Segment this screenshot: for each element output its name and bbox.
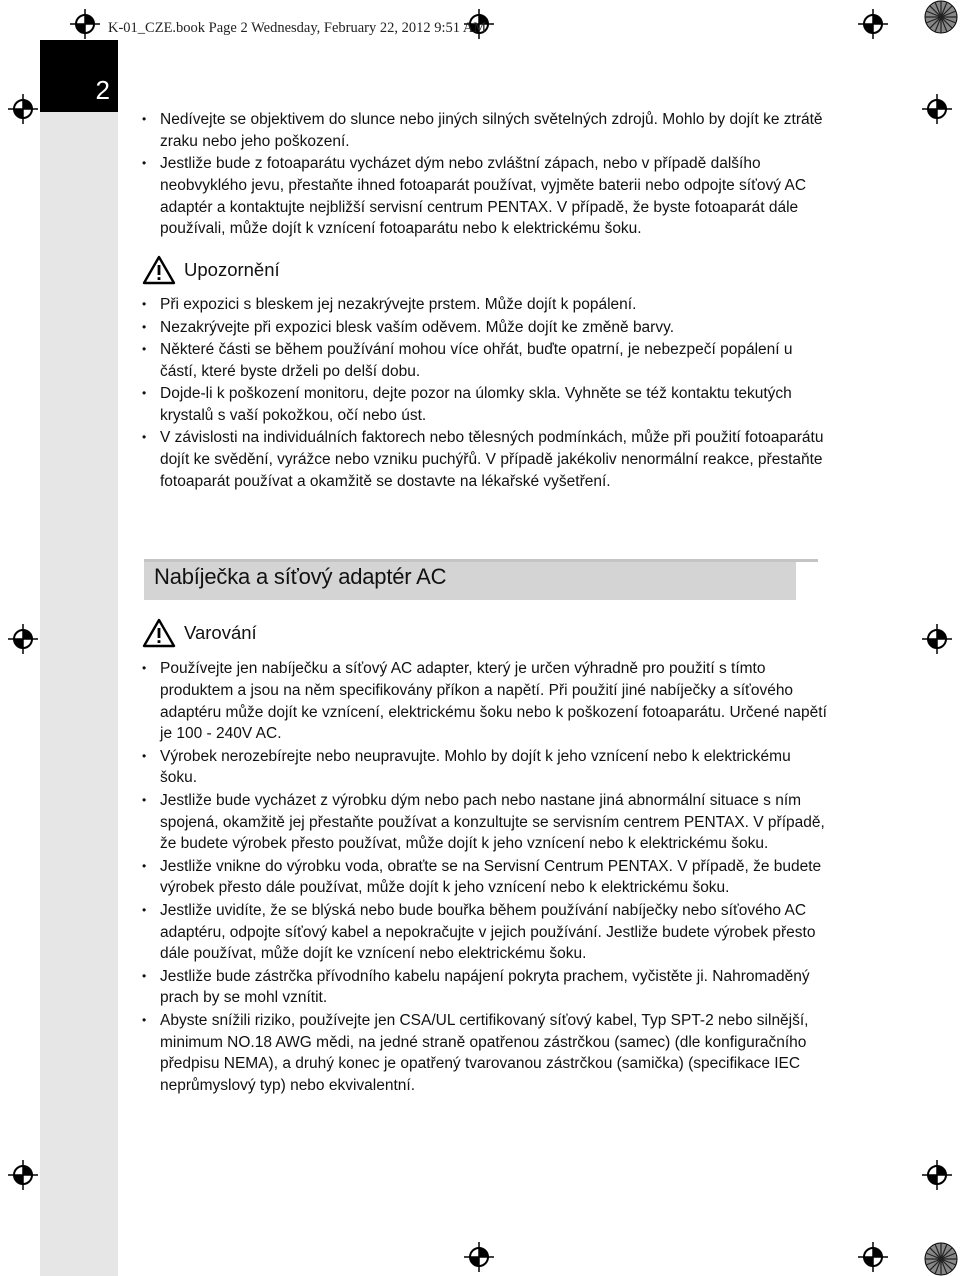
upper-content [142, 109, 832, 493]
caution-heading [142, 255, 832, 285]
list-item: • Nezakrývejte při expozici blesk vaším oděvem. Může dojít ke změně barvy. [142, 317, 832, 339]
warning-triangle-icon [142, 255, 176, 285]
list-item: • Jestliže bude vycházet z výrobku dým nebo pach nebo nastane jiná abnormální situace s ním spojená, okamžitě jej přestaňte používat a konzultujte se servisním centrem PENTAX. V případě, že budete výrobek přesto používat, může dojít k jeho vznícení nebo k elektrickému šoku. [142, 790, 832, 855]
section-title: Nabíječka a síťový adaptér AC [154, 564, 447, 589]
side-margin-bar [40, 40, 118, 1276]
list-item: • Jestliže vnikne do výrobku voda, obraťte se na Servisní Centrum PENTAX. V případě, že budete výrobek přesto dále používat, může dojít k jeho vznícení nebo k elektrickému šoku. [142, 856, 832, 900]
list-item: • V závislosti na individuálních faktorech nebo tělesných podmínkách, může při použití fotoaparátu dojít ke svědění, vyrážce nebo vzniku puchýřů. V případě jakékoliv nenormální reakce, přestaňte fotoaparát používat a okamžitě se dostavte na lékařské vyšetření. [142, 427, 832, 492]
color-registration-dial-icon [924, 1242, 958, 1276]
registration-mark-icon [922, 624, 952, 654]
list-item: • Dojde-li k poškození monitoru, dejte pozor na úlomky skla. Vyhněte se též kontaktu tekutých krystalů s vaší pokožkou, očí nebo úst. [142, 383, 832, 427]
print-header: K-01_CZE.book Page 2 Wednesday, February 22, 2012 9:51 AM [108, 20, 487, 36]
warning-heading [142, 618, 832, 648]
list-item: • Výrobek nerozebírejte nebo neupravujte. Mohlo by dojít k jeho vznícení nebo k elektrickému šoku. [142, 746, 832, 790]
list-item: • Nedívejte se objektivem do slunce nebo jiných silných světelných zdrojů. Mohlo by dojít ke ztrátě zraku nebo jeho poškození. [142, 109, 832, 153]
registration-mark-icon [464, 1242, 494, 1272]
caution-list [142, 294, 832, 492]
list-item: • Jestliže bude z fotoaparátu vycházet dým nebo zvláštní zápach, nebo v případě dalšího neobvyklého jevu, přestaňte ihned fotoaparát používat, vyjměte baterii nebo odpojte síťový AC adaptér a kontaktujte nejbližší servisní centrum PENTAX. V případě, že byste fotoaparát dále používali, může dojít k vznícení fotoaparátu nebo k elektrickému šoku. [142, 153, 832, 240]
registration-mark-icon [8, 1160, 38, 1190]
registration-mark-icon [922, 1160, 952, 1190]
list-item: • Při expozici s bleskem jej nezakrývejte prstem. Může dojít k popálení. [142, 294, 832, 316]
section-title-band [144, 559, 818, 601]
registration-mark-icon [8, 624, 38, 654]
list-item: • Abyste snížili riziko, používejte jen CSA/UL certifikovaný síťový kabel, Typ SPT-2 nebo silnější, minimum NO.18 AWG mědi, na jedné straně opatřenou zástrčkou (samec) (dle konfiguračního předpisu NEMA), a druhý konec je opatřený tvarovanou zástrčkou (samička) (specifikace IEC neprůmyslový typ) nebo ekvivalentní. [142, 1010, 832, 1097]
caution-heading-text: Upozornění [184, 259, 280, 281]
page-number: 2 [95, 75, 110, 105]
list-item: • Jestliže uvidíte, že se blýská nebo bude bouřka během používání nabíječky nebo síťového AC adaptéru, odpojte síťový kabel a nepokračujte v jejich používání. Jestliže budete výrobek přesto dále používat, může dojít ke vznícení nebo elektrickému šoku. [142, 900, 832, 965]
list-item: • Jestliže bude zástrčka přívodního kabelu napájení pokryta prachem, vyčistěte ji. Nahromaděný prach by se mohl vznítit. [142, 966, 832, 1010]
list-item: • Některé části se během používání mohou více ohřát, buďte opatrní, je nebezpečí popálení u částí, které byste drželi po delší dobu. [142, 339, 832, 383]
list-item: • Používejte jen nabíječku a síťový AC adapter, který je určen výhradně pro použití s tímto produktem a jsou na něm specifikovány příkon a napětí. Při použití jiné nabíječky a síťového adaptéru může dojít ke vznícení, elektrickému šoku nebo k poškození fotoaparátu. Určené napětí je 100 - 240V AC. [142, 658, 832, 745]
color-registration-dial-icon [924, 0, 958, 34]
warning-list [142, 658, 832, 1097]
page-number-tab [40, 40, 118, 112]
registration-mark-icon [858, 1242, 888, 1272]
lower-content [142, 618, 832, 1097]
registration-mark-icon [8, 94, 38, 124]
warning-triangle-icon [142, 618, 176, 648]
registration-mark-icon [70, 9, 100, 39]
registration-mark-icon [858, 9, 888, 39]
intro-list [142, 109, 832, 240]
warning-heading-text: Varování [184, 622, 257, 643]
registration-mark-icon [922, 94, 952, 124]
